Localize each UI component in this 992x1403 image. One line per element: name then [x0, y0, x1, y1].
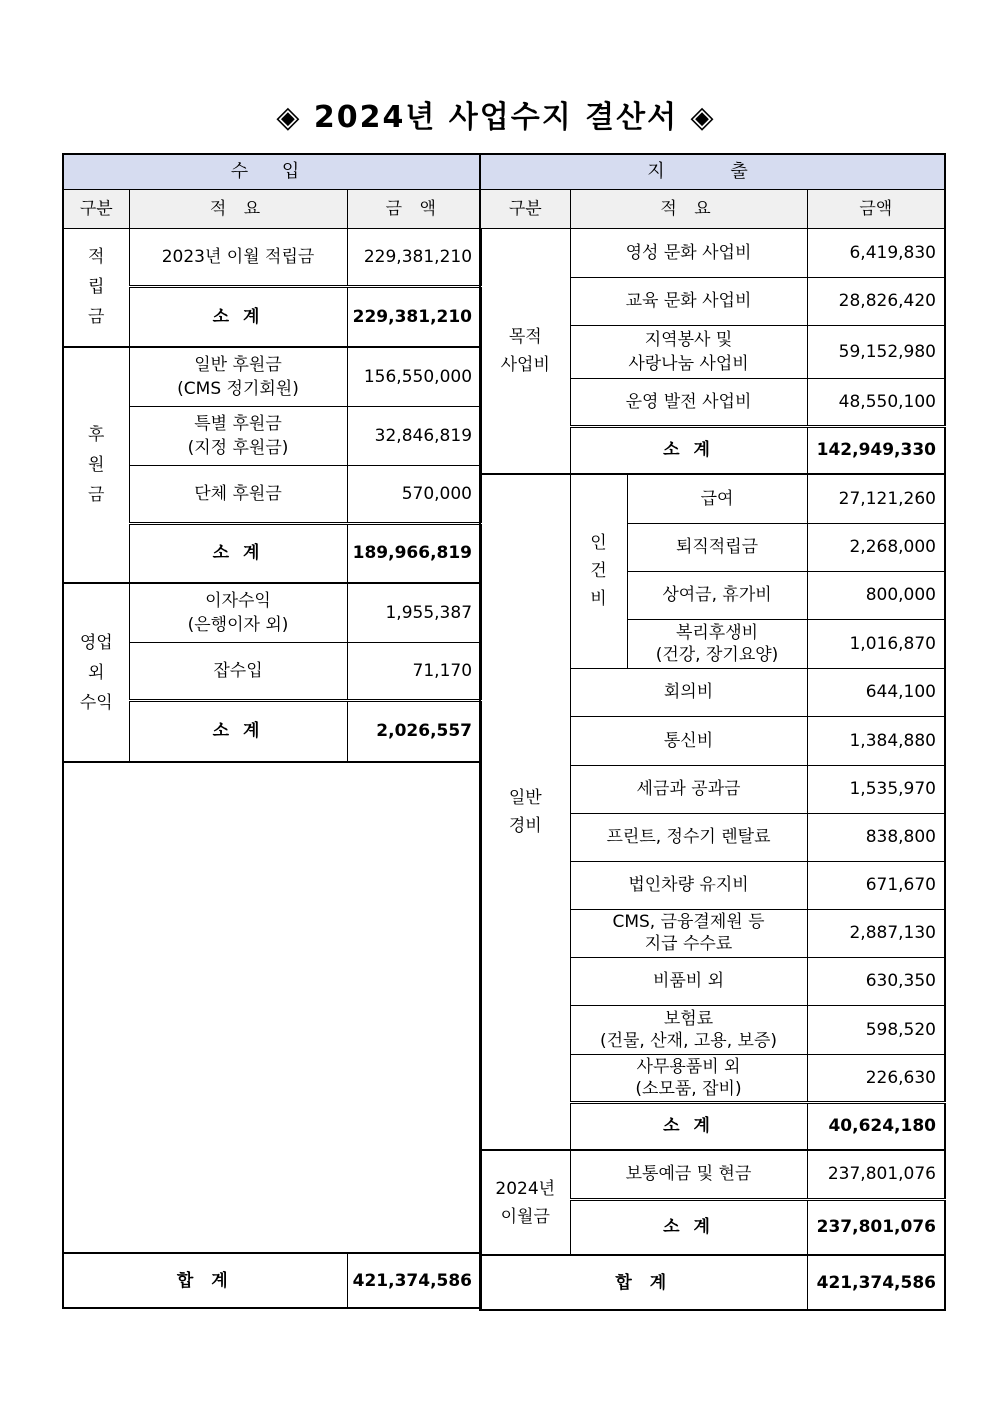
expense-item-label: 교육 문화 사업비: [570, 277, 807, 325]
expense-total-label: 합 계: [480, 1255, 807, 1310]
expense-item-label: 보험료 (건물, 산재, 고용, 보증): [570, 1005, 807, 1054]
expense-item-amount: 1,384,880: [807, 716, 945, 765]
expense-item-label: 비품비 외: [570, 957, 807, 1005]
income-item-label: 일반 후원금 (CMS 정기회원): [129, 347, 347, 406]
expense-item-amount: 838,800: [807, 813, 945, 861]
expense-item-label: 회의비: [570, 668, 807, 716]
income-empty-area: [63, 762, 481, 1253]
income-category: 영업 외 수익: [63, 583, 129, 762]
expense-subtotal-amount: 142,949,330: [807, 426, 945, 474]
col-item: 적 요: [570, 189, 807, 228]
col-amount: 금액: [807, 189, 945, 228]
income-item-label: 특별 후원금 (지정 후원금): [129, 406, 347, 465]
income-item-amount: 156,550,000: [347, 347, 481, 406]
income-item-label: 단체 후원금: [129, 465, 347, 523]
expense-item-label: 지역봉사 및 사랑나눔 사업비: [570, 325, 807, 378]
col-amount: 금 액: [347, 189, 481, 228]
expense-category-carryover: 2024년 이월금: [480, 1150, 570, 1255]
personnel-item-label: 퇴직적립금: [627, 523, 807, 571]
personnel-label: 인 건 비: [570, 474, 627, 668]
expense-item-amount: 2,887,130: [807, 909, 945, 957]
income-item-amount: 71,170: [347, 642, 481, 700]
page-title: ◈ 2024년 사업수지 결산서 ◈: [276, 100, 716, 135]
income-item-amount: 1,955,387: [347, 583, 481, 642]
income-subtotal-label: 소 계: [129, 523, 347, 583]
income-subtotal-label: 소 계: [129, 700, 347, 762]
expense-category-general: 일반 경비: [480, 474, 570, 1150]
expense-item-amount: 671,670: [807, 861, 945, 909]
income-total-label: 합 계: [63, 1253, 347, 1308]
expense-item-label: 사무용품비 외 (소모품, 잡비): [570, 1054, 807, 1102]
income-item-label: 이자수익 (은행이자 외): [129, 583, 347, 642]
expense-item-amount: 28,826,420: [807, 277, 945, 325]
expense-item-label: CMS, 금융결제원 등 지급 수수료: [570, 909, 807, 957]
income-item-label: 2023년 이월 적립금: [129, 228, 347, 286]
income-category: 적 립 금: [63, 228, 129, 347]
expense-item-amount: 226,630: [807, 1054, 945, 1102]
income-item-amount: 570,000: [347, 465, 481, 523]
expense-item-label: 보통예금 및 현금: [570, 1150, 807, 1199]
income-subtotal-label: 소 계: [129, 286, 347, 347]
expense-header: 지 출: [480, 154, 945, 189]
expense-category-purpose: 목적 사업비: [480, 228, 570, 474]
expense-item-label: 영성 문화 사업비: [570, 228, 807, 277]
expense-item-amount: 630,350: [807, 957, 945, 1005]
expense-item-amount: 59,152,980: [807, 325, 945, 378]
income-header: 수 입: [63, 154, 481, 189]
expense-item-amount: 1,535,970: [807, 765, 945, 813]
income-subtotal-amount: 2,026,557: [347, 700, 481, 762]
expense-table: [479, 153, 946, 1311]
expense-item-amount: 6,419,830: [807, 228, 945, 277]
expense-item-label: 세금과 공과금: [570, 765, 807, 813]
expense-item-label: 프린트, 정수기 렌탈료: [570, 813, 807, 861]
income-item-label: 잡수입: [129, 642, 347, 700]
expense-item-amount: 48,550,100: [807, 378, 945, 426]
personnel-item-amount: 1,016,870: [807, 619, 945, 668]
income-total-amount: 421,374,586: [347, 1253, 481, 1308]
expense-item-label: 통신비: [570, 716, 807, 765]
col-category: 구분: [480, 189, 570, 228]
personnel-item-amount: 800,000: [807, 571, 945, 619]
personnel-item-amount: 2,268,000: [807, 523, 945, 571]
col-item: 적 요: [129, 189, 347, 228]
expense-item-amount: 598,520: [807, 1005, 945, 1054]
col-category: 구분: [63, 189, 129, 228]
expense-subtotal-label: 소 계: [570, 1199, 807, 1255]
personnel-item-label: 급여: [627, 474, 807, 523]
expense-item-amount: 644,100: [807, 668, 945, 716]
expense-item-amount: 237,801,076: [807, 1150, 945, 1199]
expense-subtotal-amount: 237,801,076: [807, 1199, 945, 1255]
income-subtotal-amount: 189,966,819: [347, 523, 481, 583]
income-category: 후 원 금: [63, 347, 129, 583]
expense-item-label: 운영 발전 사업비: [570, 378, 807, 426]
expense-subtotal-amount: 40,624,180: [807, 1102, 945, 1150]
income-subtotal-amount: 229,381,210: [347, 286, 481, 347]
income-item-amount: 32,846,819: [347, 406, 481, 465]
personnel-item-amount: 27,121,260: [807, 474, 945, 523]
expense-subtotal-label: 소 계: [570, 1102, 807, 1150]
personnel-item-label: 복리후생비 (건강, 장기요양): [627, 619, 807, 668]
income-table: [62, 153, 482, 1309]
expense-item-label: 법인차량 유지비: [570, 861, 807, 909]
expense-subtotal-label: 소 계: [570, 426, 807, 474]
expense-total-amount: 421,374,586: [807, 1255, 945, 1310]
income-item-amount: 229,381,210: [347, 228, 481, 286]
personnel-item-label: 상여금, 휴가비: [627, 571, 807, 619]
